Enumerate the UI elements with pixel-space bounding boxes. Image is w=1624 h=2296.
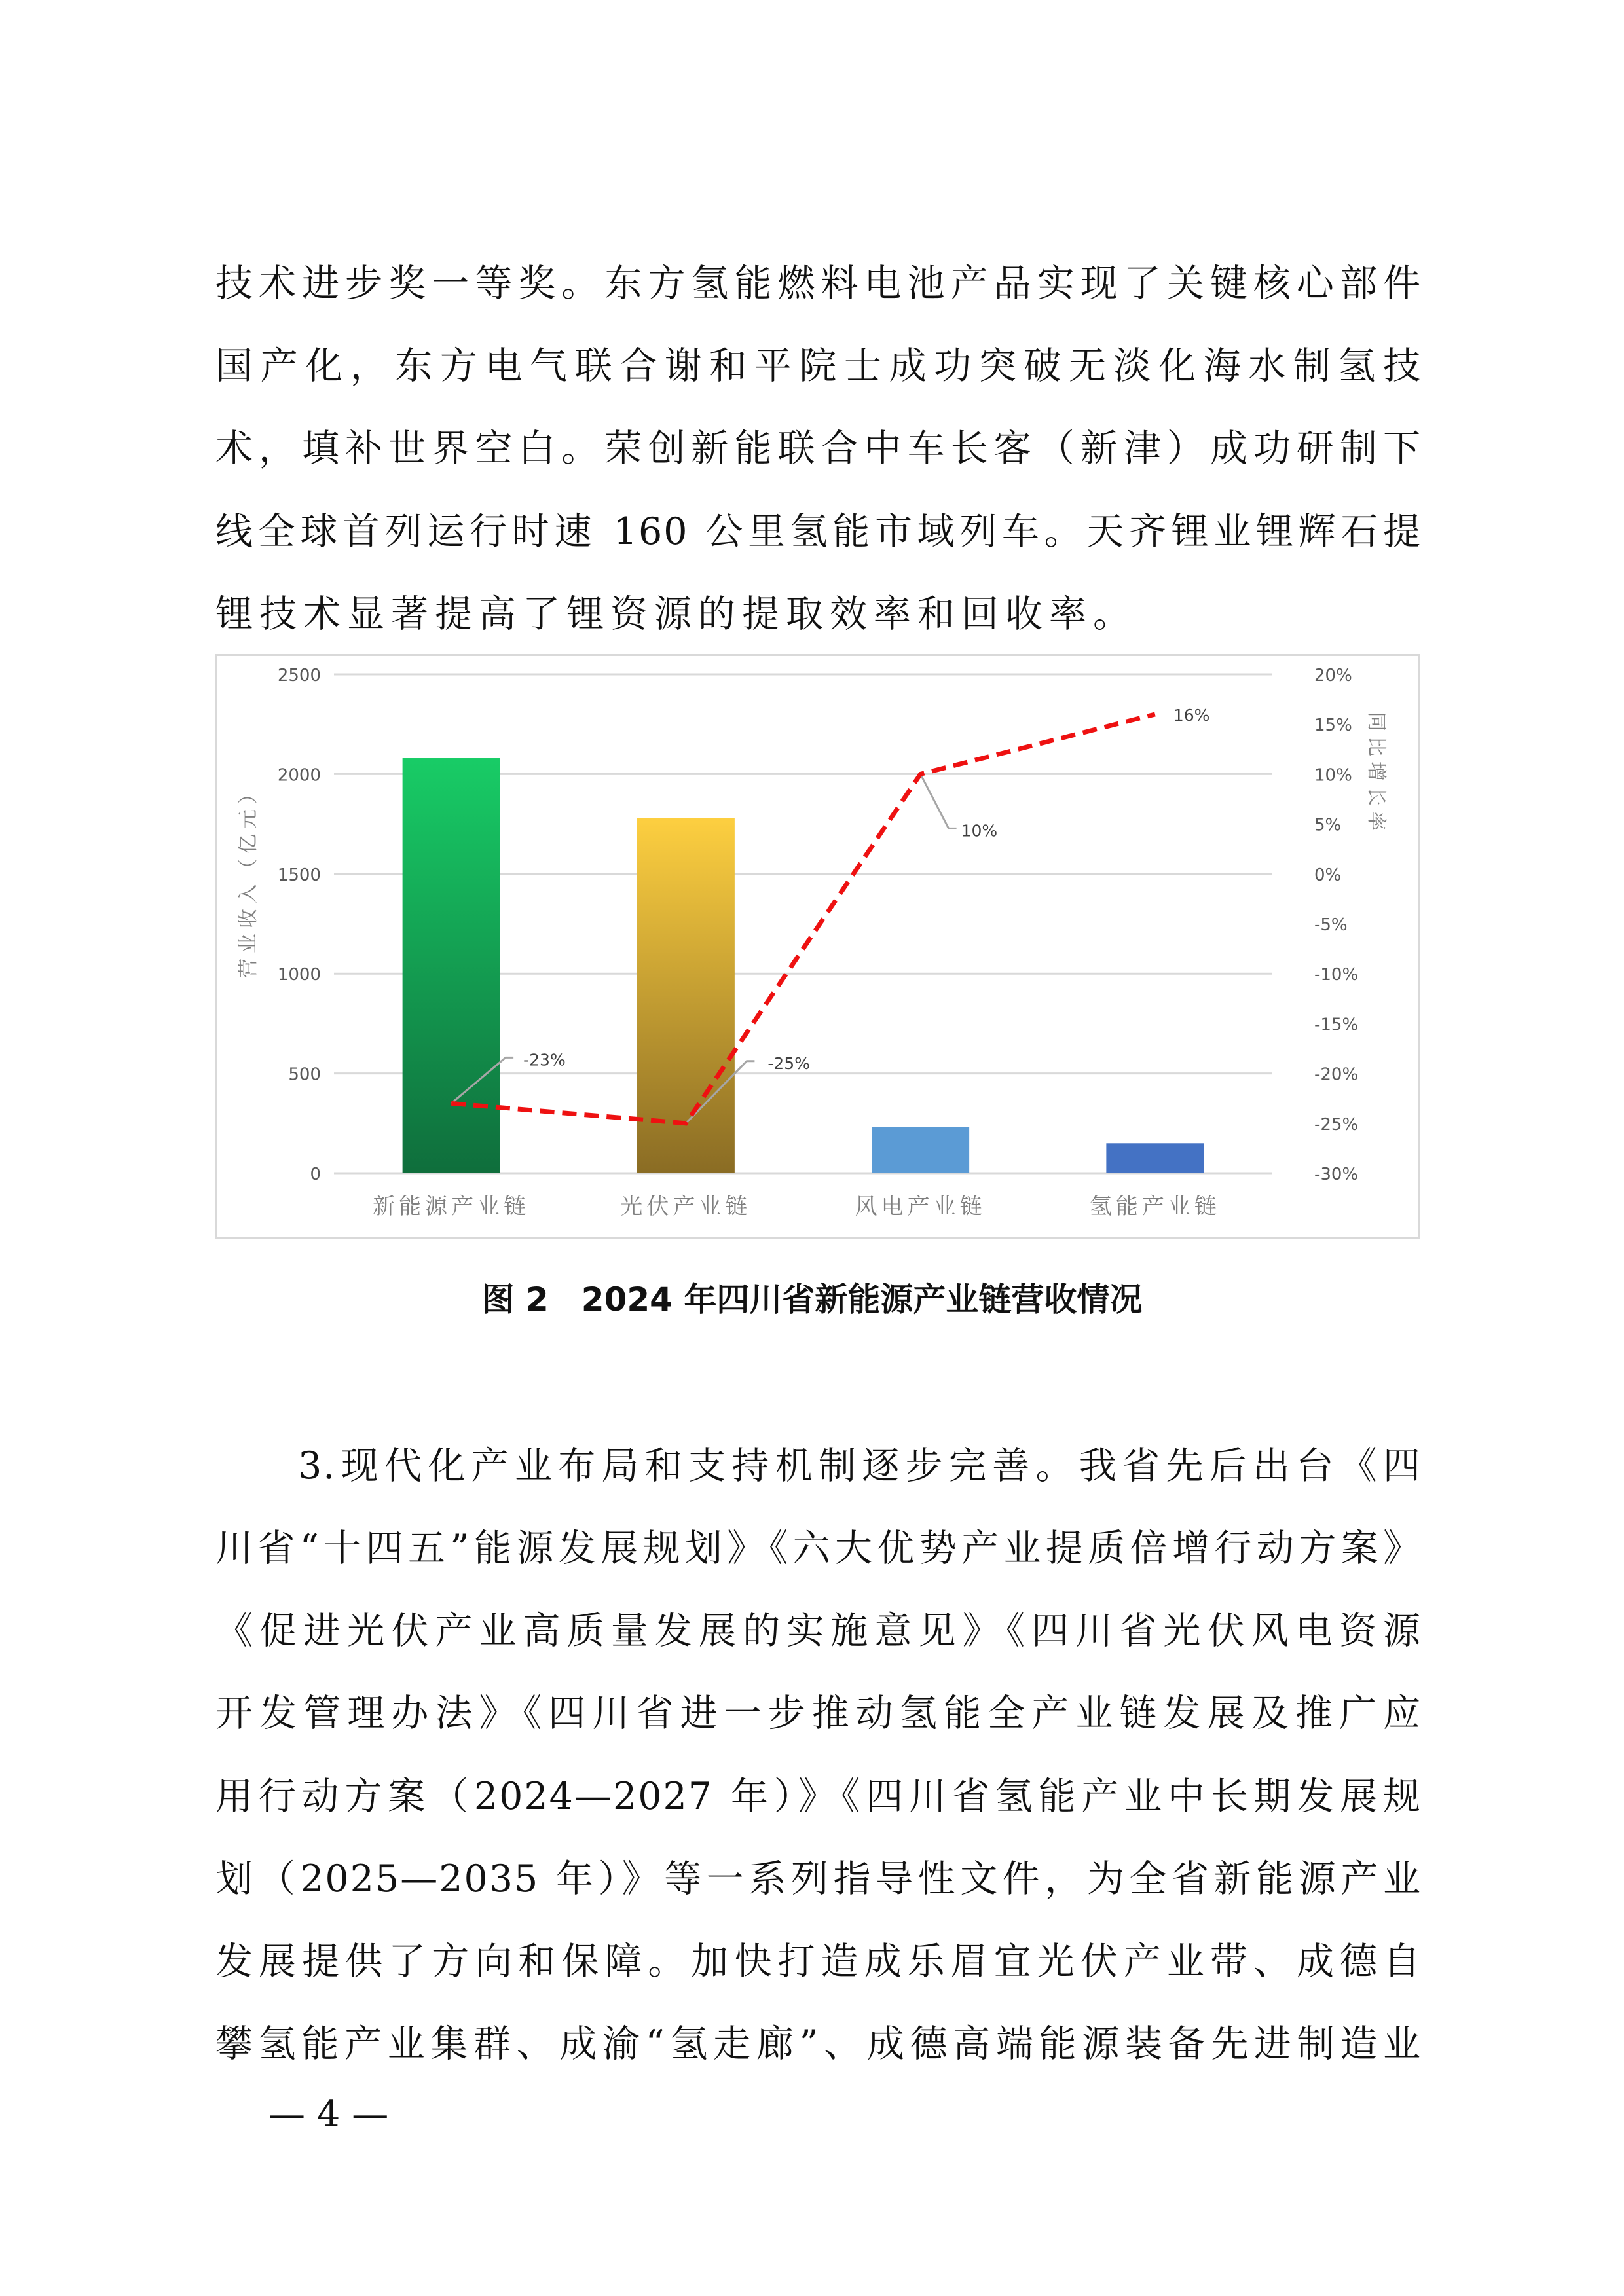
left-tick-label: 2000 xyxy=(277,765,321,786)
data-label: 16% xyxy=(1173,705,1210,725)
left-tick-label: 0 xyxy=(310,1165,321,1184)
right-axis-title: 同比增长率 xyxy=(1365,712,1388,836)
text-line: 术，填补世界空白。荣创新能联合中车长客（新津）成功研制下 xyxy=(215,427,1422,470)
data-label: -23% xyxy=(523,1050,566,1070)
right-axis-ticks xyxy=(1314,666,1358,1184)
left-axis-ticks xyxy=(278,666,321,1184)
right-tick-label: 0% xyxy=(1314,865,1342,885)
right-tick-label: -15% xyxy=(1314,1015,1359,1035)
text-line: 攀氢能产业集群、成渝“氢走廊”、成德高端能源装备先进制造业 xyxy=(215,2022,1422,2066)
text-line: 国产化，东方电气联合谢和平院士成功突破无淡化海水制氢技 xyxy=(215,344,1422,388)
bar-2 xyxy=(872,1127,969,1173)
right-tick-label: -20% xyxy=(1314,1065,1359,1085)
right-tick-label: -25% xyxy=(1314,1114,1359,1135)
data-label: -25% xyxy=(767,1053,810,1073)
left-tick-label: 2500 xyxy=(277,666,321,685)
text-line: 划（2025—2035 年）》等一系列指导性文件，为全省新能源产业 xyxy=(215,1857,1422,1901)
right-tick-label: -5% xyxy=(1314,915,1348,935)
data-label: 10% xyxy=(961,821,998,841)
right-tick-label: 20% xyxy=(1314,666,1352,685)
text-line: 开发管理办法》《四川省进一步推动氢能全产业链发展及推广应 xyxy=(215,1692,1422,1735)
text-line: 发展提供了方向和保障。加快打造成乐眉宜光伏产业带、成德自 xyxy=(215,1940,1422,1983)
text-line: 3.现代化产业布局和支持机制逐步完善。我省先后出台《四 xyxy=(298,1444,1422,1487)
text-line: 锂技术显著提高了锂资源的提取效率和回收率。 xyxy=(215,592,1137,636)
text-line: 《促进光伏产业高质量发展的实施意见》《四川省光伏风电资源 xyxy=(215,1609,1422,1652)
right-tick-label: -10% xyxy=(1314,965,1359,985)
revenue-chart xyxy=(215,654,1420,1239)
left-axis-title: 营业收入（亿元） xyxy=(237,779,260,978)
category-label: 风电产业链 xyxy=(855,1194,986,1220)
text-line: 川省“十四五”能源发展规划》《六大优势产业提质倍增行动方案》 xyxy=(215,1527,1422,1570)
category-labels xyxy=(373,1194,1221,1220)
data-labels xyxy=(523,706,1209,1073)
right-tick-label: 10% xyxy=(1314,765,1352,786)
text-line: 用行动方案（2024—2027 年）》《四川省氢能产业中长期发展规 xyxy=(215,1775,1422,1818)
right-tick-label: -30% xyxy=(1314,1165,1359,1184)
category-label: 氢能产业链 xyxy=(1089,1194,1221,1220)
figure-caption: 图 2 2024 年四川省新能源产业链营收情况 xyxy=(481,1281,1143,1319)
left-tick-label: 500 xyxy=(288,1065,321,1085)
category-label: 新能源产业链 xyxy=(373,1194,530,1220)
page-number: — 4 — xyxy=(268,2093,389,2136)
bar-0 xyxy=(403,758,500,1173)
category-label: 光伏产业链 xyxy=(620,1194,752,1220)
text-line: 线全球首列运行时速 160 公里氢能市域列车。天齐锂业锂辉石提 xyxy=(215,510,1422,553)
right-tick-label: 15% xyxy=(1314,716,1352,736)
text-line: 技术进步奖一等奖。东方氢能燃料电池产品实现了关键核心部件 xyxy=(215,262,1422,305)
right-tick-label: 5% xyxy=(1314,815,1342,835)
leader-line xyxy=(921,774,957,828)
left-tick-label: 1500 xyxy=(277,865,321,885)
left-tick-label: 1000 xyxy=(277,965,321,985)
chart-canvas xyxy=(217,656,1418,1237)
bar-3 xyxy=(1106,1143,1204,1173)
